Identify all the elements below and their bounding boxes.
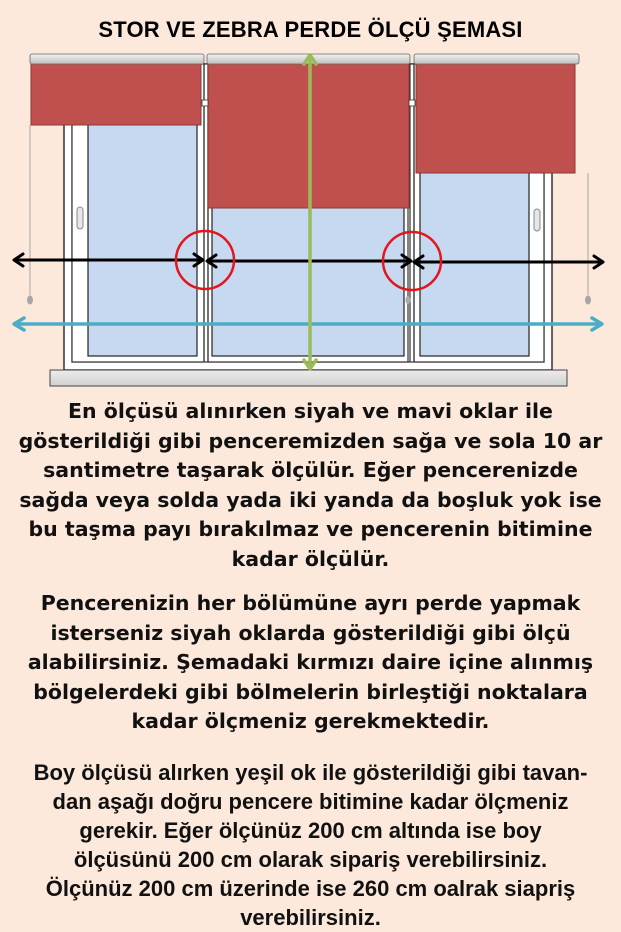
height-instructions-paragraph — [0, 758, 621, 932]
text-line: Boy ölçüsü alırken yeşil ok ile gösterildiği gibi tavan- — [33, 760, 588, 785]
window-latch — [406, 296, 411, 304]
window-handle-left — [77, 207, 83, 229]
text-line: gösterildiği gibi penceremizden sağa ve sola 10 ar — [18, 428, 603, 453]
text-line: kadar ölçmeniz gerekmektedir. — [131, 709, 490, 733]
rail-left — [30, 54, 204, 64]
text-line: ölçüsünü 200 cm olarak sipariş verebilirsiniz. — [73, 847, 548, 872]
text-line: Pencerenizin her bölümüne ayrı perde yapmak — [40, 591, 581, 615]
text-line: En ölçüsü alınırken siyah ve mavi oklar ile — [68, 399, 553, 423]
blind-right — [416, 63, 575, 173]
window-handle-right — [534, 209, 540, 231]
rail-right — [414, 54, 579, 64]
page-title: STOR VE ZEBRA PERDE ÖLÇÜ ŞEMASI — [98, 17, 523, 42]
section-instructions-paragraph — [0, 589, 621, 737]
text-line: isterseniz siyah oklarda gösterildiği gibi ölçü — [50, 620, 571, 645]
width-instructions-paragraph — [0, 397, 621, 574]
window-sill — [50, 370, 567, 386]
text-line: verebilirsiniz. — [240, 905, 381, 930]
text-line: gerekir. Eğer ölçünüz 200 cm altında ise boy — [79, 818, 542, 843]
text-line: bölgelerdeki gibi bölmelerin birleştiği noktalara — [33, 679, 588, 704]
window-measurement-diagram — [0, 0, 621, 395]
text-line: dan aşağı doğru pencere bitimine kadar ölçmeniz — [52, 789, 569, 814]
text-line: kadar ölçülür. — [231, 546, 390, 571]
blind-left — [31, 63, 201, 125]
text-line: bu taşma payı bırakılmaz ve pencerenin bitimine — [28, 517, 593, 541]
text-line: alabilirsiniz. Şemadaki kırmızı daire içine alınmış — [27, 650, 594, 674]
text-line: Ölçünüz 200 cm üzerinde ise 260 cm oalrak siapriş — [45, 876, 576, 901]
text-line: santimetre taşarak ölçülür. Eğer pencerenizde — [43, 458, 578, 482]
text-line: sağda veya solda yada iki yanda da boşluk yok ise — [19, 487, 602, 512]
